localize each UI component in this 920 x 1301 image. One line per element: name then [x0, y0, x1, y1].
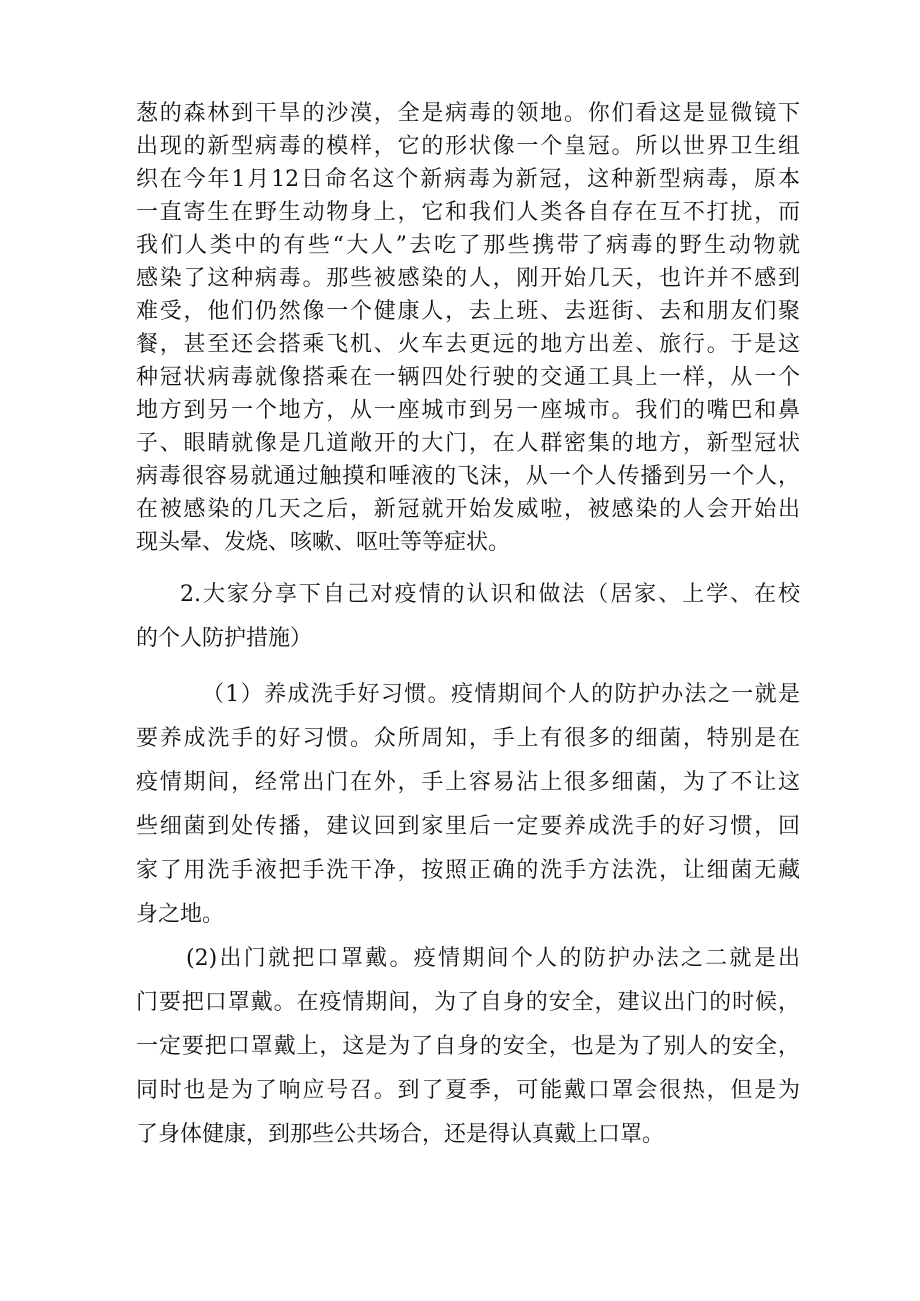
- text-line: 餐，甚至还会搭乘飞机、火车去更远的地方出差、旅行。于是这: [136, 332, 800, 357]
- text-line: 家了用洗手液把手洗干净，按照正确的洗手方法洗，让细菌无藏: [136, 858, 800, 883]
- text-line: 身之地。: [136, 902, 225, 927]
- text-line: 织在今年1月12日命名这个新病毒为新冠，这种新型病毒，原本: [136, 167, 800, 192]
- text-line: 子、眼睛就像是几道敞开的大门，在人群密集的地方，新型冠状: [136, 431, 800, 456]
- text-line: 一定要把口罩戴上，这是为了自身的安全，也是为了别人的安全，: [136, 1034, 800, 1059]
- text-line: 些细菌到处传播，建议回到家里后一定要养成洗手的好习惯，回: [136, 814, 800, 839]
- text-line: 出现的新型病毒的模样，它的形状像一个皇冠。所以世界卫生组: [136, 134, 800, 159]
- text-line: 要养成洗手的好习惯。众所周知，手上有很多的细菌，特别是在: [136, 726, 800, 751]
- text-line: 了身体健康，到那些公共场合，还是得认真戴上口罩。: [136, 1122, 665, 1147]
- text-line: 一直寄生在野生动物身上，它和我们人类各自存在互不打扰，而: [136, 200, 800, 225]
- text-line: 病毒很容易就通过触摸和唾液的飞沫，从一个人传播到另一个人，: [136, 464, 800, 489]
- text-line: 门要把口罩戴。在疫情期间，为了自身的安全，建议出门的时候，: [136, 990, 800, 1015]
- text-line: 地方到另一个地方，从一座城市到另一座城市。我们的嘴巴和鼻: [136, 398, 800, 423]
- text-line: 2.大家分享下自己对疫情的认识和做法（居家、上学、在校: [180, 582, 800, 607]
- text-line: 的个人防护措施）: [136, 626, 313, 651]
- text-line: 同时也是为了响应号召。到了夏季，可能戴口罩会很热，但是为: [136, 1078, 800, 1103]
- text-line: 葱的森林到干旱的沙漠，全是病毒的领地。你们看这是显微镜下: [136, 101, 800, 126]
- text-line: 感染了这种病毒。那些被感染的人，刚开始几天，也许并不感到: [136, 266, 800, 291]
- text-line: (2)出门就把口罩戴。疫情期间个人的防护办法之二就是出: [186, 946, 800, 971]
- text-line: 种冠状病毒就像搭乘在一辆四处行驶的交通工具上一样，从一个: [136, 365, 800, 390]
- text-line: 在被感染的几天之后，新冠就开始发威啦，被感染的人会开始出: [136, 497, 800, 522]
- text-line: 现头晕、发烧、咳嗽、呕吐等等症状。: [136, 530, 511, 555]
- text-line: 我们人类中的有些“大人”去吃了那些携带了病毒的野生动物就: [136, 233, 800, 258]
- text-line: 难受，他们仍然像一个健康人，去上班、去逛街、去和朋友们聚: [136, 299, 800, 324]
- text-line: 疫情期间，经常出门在外，手上容易沾上很多细菌，为了不让这: [136, 770, 800, 795]
- text-line: （1）养成洗手好习惯。疫情期间个人的防护办法之一就是: [202, 682, 800, 707]
